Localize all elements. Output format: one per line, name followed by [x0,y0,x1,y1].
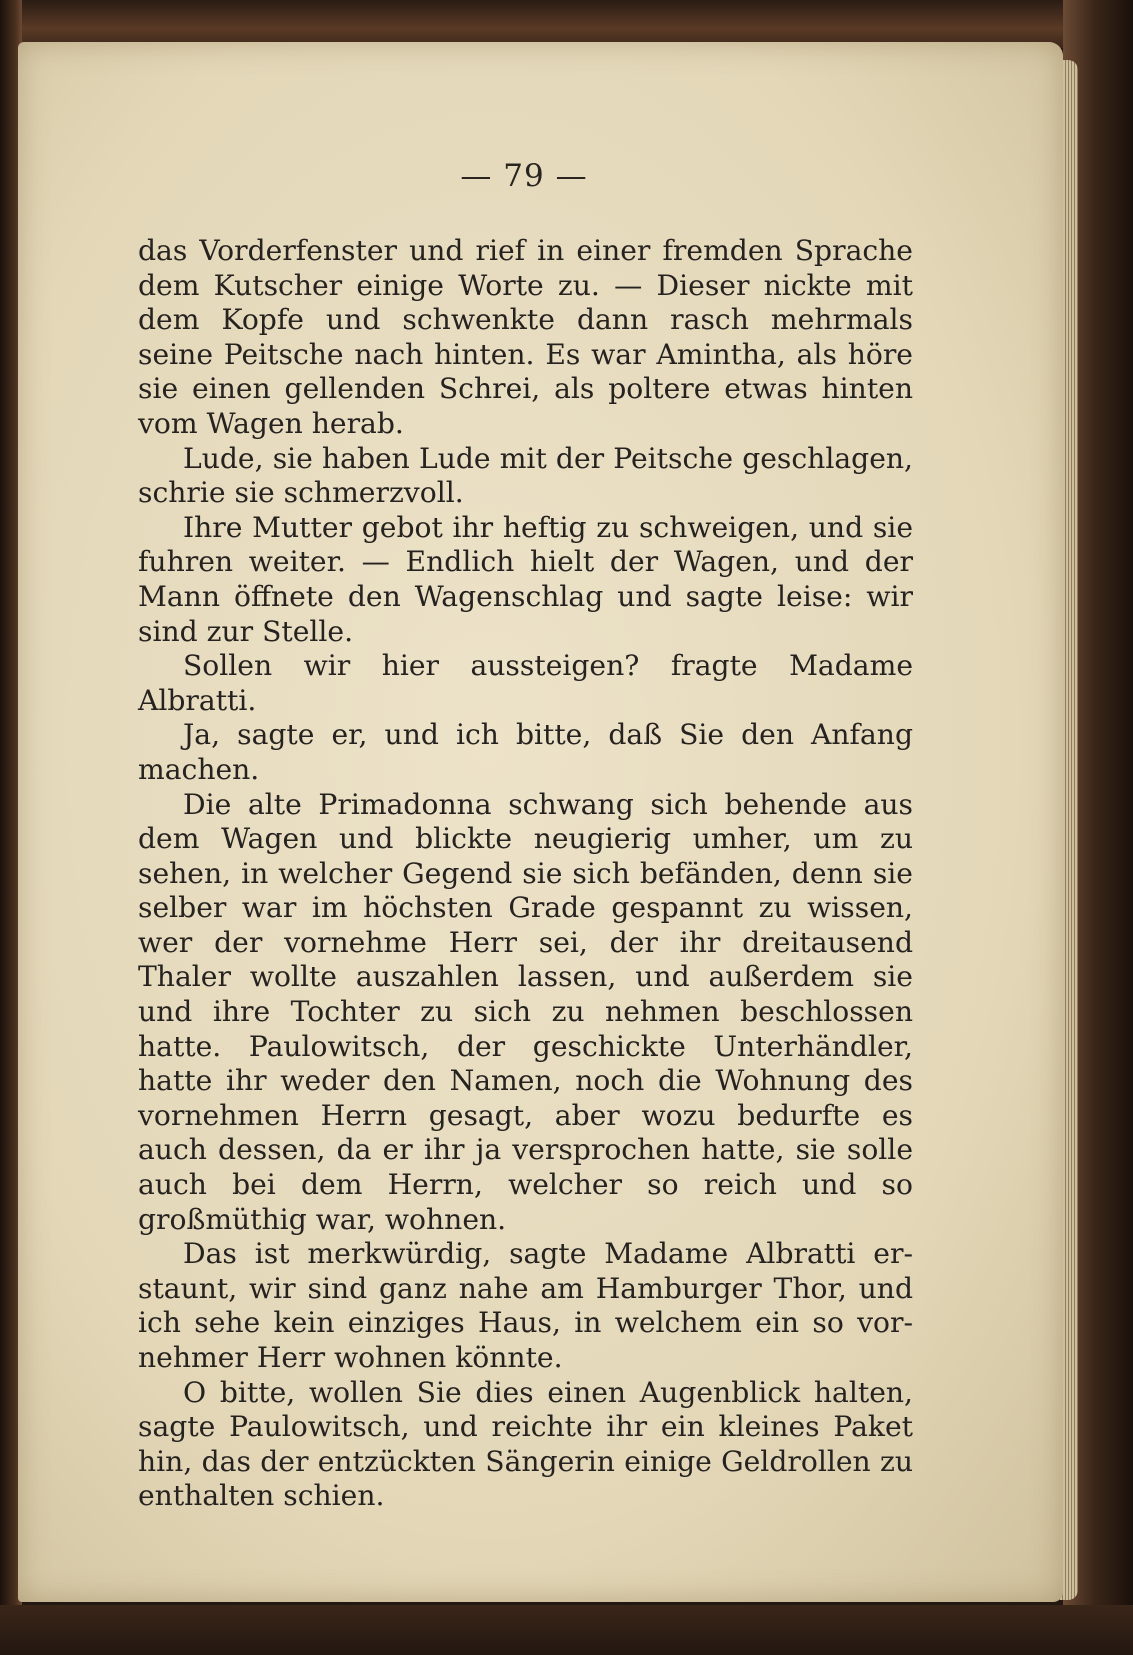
paragraph: das Vorderfenster und rief in einer fremden Sprache dem Kutscher einige Worte zu. — Dieser nickte mit dem Kopfe und schwenkte dann rasch mehrmals seine Peitsche nach hinten. Es war Amintha, als höre sie einen gellenden Schrei, als poltere etwas hinten vom Wagen herab. [138,234,913,440]
paragraph: O bitte, wollen Sie dies einen Augenblick halten, sagte Paulowitsch, und reichte ihr ein kleines Paket hin, das der entzückten Sängerin einige Geldrollen zu enthalten schien. [138,1375,913,1513]
paragraph: Sollen wir hier aussteigen? fragte Madame Albratti. [138,649,913,717]
paragraph: Die alte Primadonna schwang sich behende aus dem Wagen und blickte neugierig umher, um zu sehen, in welcher Gegend sie sich befänden, denn sie selber war im höchsten Grade gespannt zu wissen, wer der vornehme Herr sei, der ihr dreitausend Thaler wollte auszahlen lassen, und außerdem sie und ihre Tochter zu sich zu nehmen beschlossen hatte. Paulowitsch, der geschickte Unterhändler, hatte ihr weder den Namen, noch die Wohnung des vornehmen Herrn gesagt, aber wozu bedurfte es auch dessen, da er ihr ja versprochen hatte, sie solle auch bei dem Herrn, welcher so reich und so großmüthig war, wohnen. [138,787,913,1236]
book-page [18,42,1063,1602]
body-text [138,234,913,1514]
paragraph: Ja, sagte er, und ich bitte, daß Sie den Anfang machen. [138,718,913,786]
book-cover-top-edge [0,0,1133,48]
paragraph: Das ist merkwürdig, sagte Madame Albratti erstaunt, wir sind ganz nahe am Hamburger Thor, und ich sehe kein einziges Haus, in welchem ein so vornehmer Herr wohnen könnte. [138,1237,913,1374]
book-cover-bottom-edge [0,1605,1133,1655]
page-number: — 79 — [460,158,588,194]
paragraph: Ihre Mutter gebot ihr heftig zu schweigen, und sie fuhren weiter. — Endlich hielt der Wagen, und der Mann öffnete den Wagenschlag und sagte leise: wir sind zur Stelle. [138,510,913,648]
paragraph: Lude, sie haben Lude mit der Peitsche geschlagen, schrie sie schmerzvoll. [138,441,913,510]
